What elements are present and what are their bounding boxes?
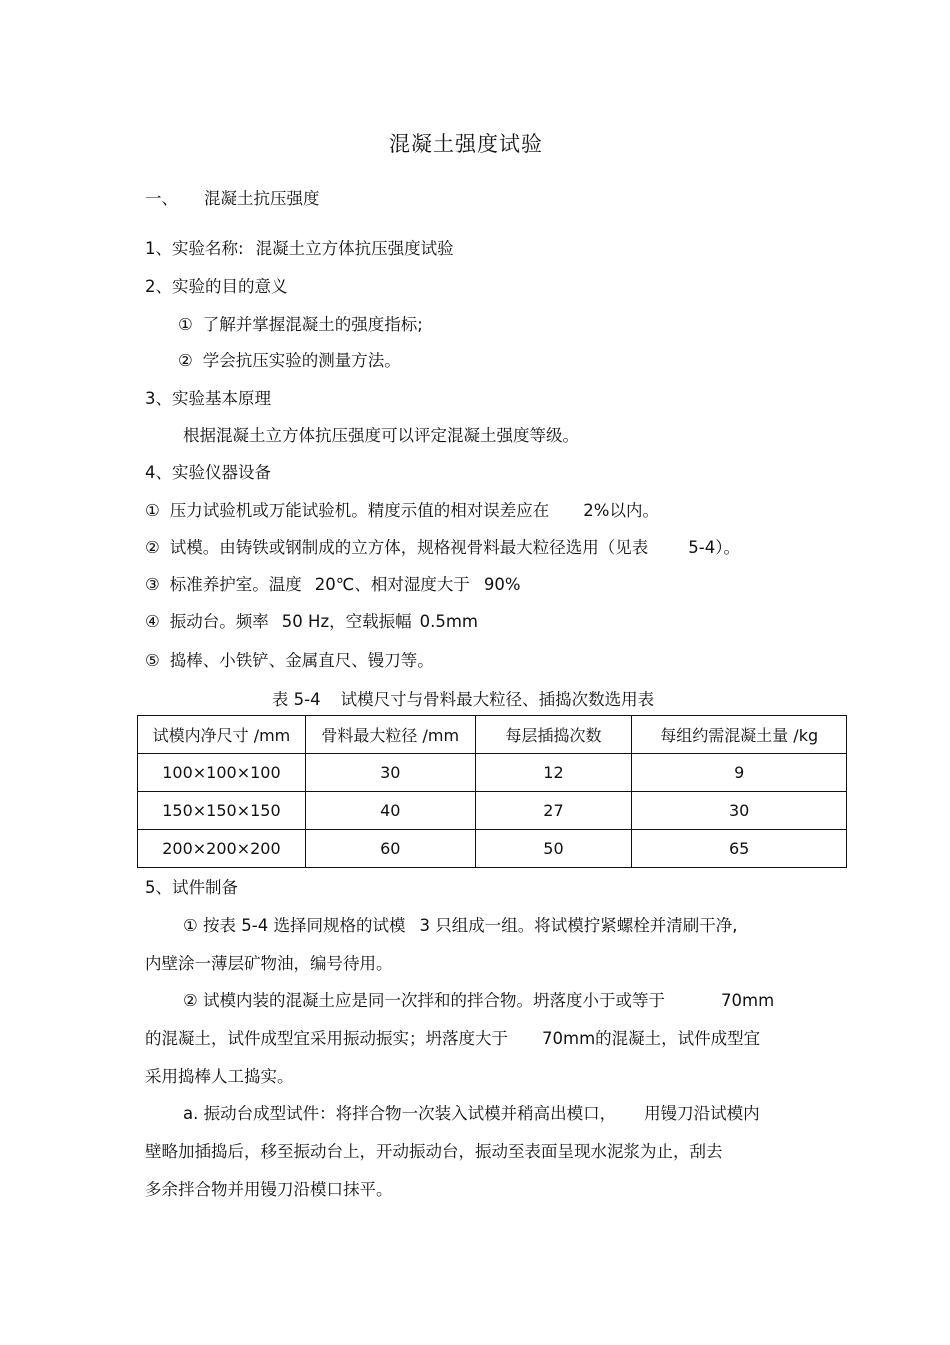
equipment-value: 50 Hz，空载振幅 bbox=[281, 612, 412, 631]
list-marker: ① bbox=[178, 315, 193, 334]
paragraph-line bbox=[183, 1103, 760, 1125]
paragraph-line: 壁略加插捣后，移至振动台上，开动振动台，振动至表面呈现水泥浆为止，刮去 bbox=[145, 1142, 723, 1161]
list-marker: ⑤ bbox=[145, 651, 160, 670]
paragraph-line: 采用捣棒人工捣实。 bbox=[145, 1067, 294, 1086]
list-marker: ② bbox=[178, 351, 193, 370]
equipment-text: 压力试验机或万能试验机。精度示值的相对误差应在 bbox=[169, 501, 550, 520]
principle-text: 根据混凝土立方体抗压强度可以评定混凝土强度等级。 bbox=[183, 426, 579, 445]
table-header: 骨料最大粒径 /mm bbox=[305, 716, 475, 754]
table-cell: 100×100×100 bbox=[138, 754, 306, 792]
paragraph-text: 的混凝土，试件成型宜采用振动振实；坍落度大于 bbox=[145, 1029, 508, 1048]
paragraph-line bbox=[183, 990, 774, 1012]
item-experiment-name bbox=[145, 238, 454, 260]
equipment-value: 2%以内。 bbox=[583, 501, 659, 520]
paragraph-text: a. 振动台成型试件：将拌合物一次装入试模并稍高出模口， bbox=[183, 1104, 617, 1123]
list-marker: ① bbox=[145, 501, 160, 520]
equipment-value: 5-4）。 bbox=[688, 538, 740, 557]
equipment-value: 0.5mm bbox=[419, 612, 478, 631]
page-title: 混凝土强度试验 bbox=[389, 132, 543, 156]
table-cell: 12 bbox=[475, 754, 632, 792]
equipment-value: 90% bbox=[483, 575, 521, 594]
table-cell: 40 bbox=[305, 792, 475, 830]
table-title: 试模尺寸与骨料最大粒径、插捣次数选用表 bbox=[340, 690, 655, 709]
equipment-text: 标准养护室。温度 bbox=[169, 575, 302, 594]
table-cell: 30 bbox=[305, 754, 475, 792]
table-caption bbox=[0, 686, 926, 710]
item-equipment-heading: 4、实验仪器设备 bbox=[145, 463, 271, 482]
section-number: 一、 bbox=[145, 189, 178, 208]
table-cell: 200×200×200 bbox=[138, 830, 306, 868]
table-number: 表 5-4 bbox=[271, 690, 321, 709]
item-preparation-heading: 5、试件制备 bbox=[145, 878, 238, 897]
list-marker: ③ bbox=[145, 575, 160, 594]
equipment-line bbox=[145, 500, 659, 522]
table-cell: 30 bbox=[632, 792, 847, 830]
table-row bbox=[138, 830, 847, 868]
equipment-line bbox=[145, 611, 478, 633]
equipment-text: 捣棒、小铁铲、金属直尺、镘刀等。 bbox=[169, 651, 434, 670]
paragraph-line: 多余拌合物并用镘刀沿模口抹平。 bbox=[145, 1180, 393, 1199]
list-marker: ④ bbox=[145, 612, 160, 631]
paragraph-line bbox=[145, 1028, 760, 1050]
equipment-text: 振动台。频率 bbox=[169, 612, 269, 631]
table-header-row bbox=[138, 716, 847, 754]
equipment-line bbox=[145, 650, 434, 672]
list-text: 学会抗压实验的测量方法。 bbox=[202, 351, 401, 370]
table-cell: 150×150×150 bbox=[138, 792, 306, 830]
table-header: 试模内净尺寸 /mm bbox=[138, 716, 306, 754]
paragraph-text: 70mm bbox=[721, 991, 775, 1010]
paragraph-line: 内壁涂一薄层矿物油，编号待用。 bbox=[145, 954, 393, 973]
specimen-table bbox=[137, 715, 847, 868]
equipment-value: 20℃、相对湿度大于 bbox=[314, 575, 470, 594]
paragraph-text: 3 只组成一组。将试模拧紧螺栓并清刷干净, bbox=[419, 916, 738, 935]
paragraph-text: ② 试模内装的混凝土应是同一次拌和的拌合物。坍落度小于或等于 bbox=[183, 991, 666, 1010]
table-cell: 65 bbox=[632, 830, 847, 868]
table-cell: 27 bbox=[475, 792, 632, 830]
equipment-text: 试模。由铸铁或钢制成的立方体，规格视骨料最大粒径选用（见表 bbox=[169, 538, 649, 557]
paragraph-text: 70mm的混凝土，试件成型宜 bbox=[542, 1029, 761, 1048]
section-heading bbox=[145, 188, 320, 210]
purpose-line bbox=[178, 350, 401, 372]
list-text: 了解并掌握混凝土的强度指标; bbox=[202, 315, 423, 334]
table-header: 每层插捣次数 bbox=[475, 716, 632, 754]
paragraph-text: 用镘刀沿试模内 bbox=[644, 1104, 760, 1123]
table-cell: 60 bbox=[305, 830, 475, 868]
table-cell: 50 bbox=[475, 830, 632, 868]
equipment-line bbox=[145, 574, 521, 596]
paragraph-line bbox=[183, 915, 737, 937]
table-cell: 9 bbox=[632, 754, 847, 792]
item-label: 1、实验名称: bbox=[145, 239, 244, 258]
table-header: 每组约需混凝土量 /kg bbox=[632, 716, 847, 754]
item-principle-heading: 3、实验基本原理 bbox=[145, 389, 271, 408]
section-title: 混凝土抗压强度 bbox=[204, 189, 320, 208]
item-value: 混凝土立方体抗压强度试验 bbox=[255, 239, 454, 258]
item-purpose-heading: 2、实验的目的意义 bbox=[145, 277, 288, 296]
equipment-line bbox=[145, 537, 740, 559]
table-row bbox=[138, 792, 847, 830]
table-row bbox=[138, 754, 847, 792]
purpose-line bbox=[178, 314, 423, 336]
paragraph-text: ① 按表 5-4 选择同规格的试模 bbox=[183, 916, 406, 935]
list-marker: ② bbox=[145, 538, 160, 557]
